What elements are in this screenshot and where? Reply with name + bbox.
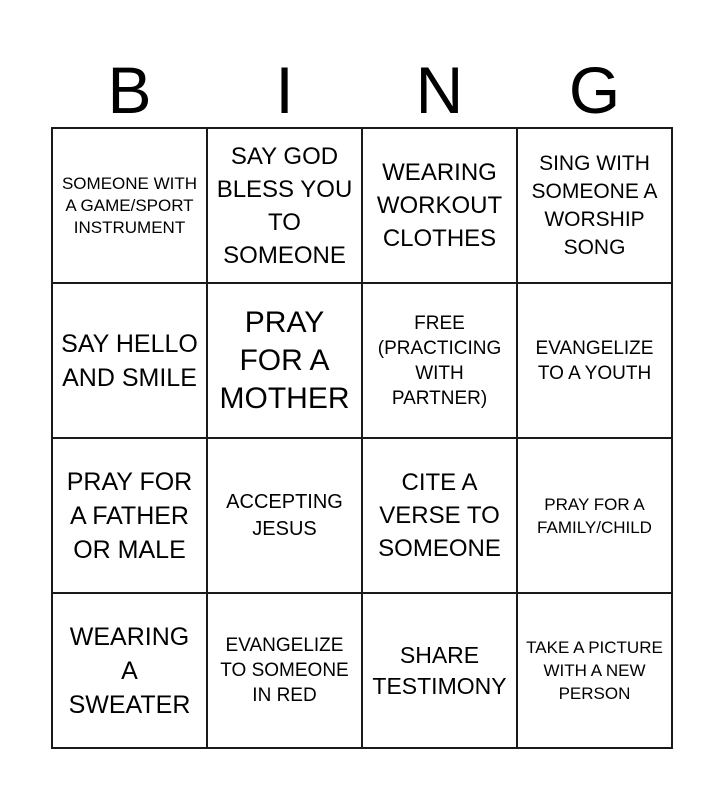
bingo-cell[interactable] xyxy=(362,438,517,593)
header-letter-n: N xyxy=(415,53,464,127)
bingo-cell[interactable] xyxy=(52,283,207,438)
cell-text: WEARING A SWEATER xyxy=(68,622,191,719)
bingo-cell[interactable] xyxy=(517,128,672,283)
cell-text: WEARING WORKOUT CLOTHES xyxy=(376,159,503,252)
bingo-cell[interactable] xyxy=(52,438,207,593)
cell-text: EVANGELIZE TO SOMEONE IN RED xyxy=(220,635,349,706)
bingo-cell[interactable] xyxy=(517,283,672,438)
cell-text: CITE A VERSE TO SOMEONE xyxy=(378,469,501,562)
bingo-cell[interactable] xyxy=(52,128,207,283)
cell-text: PRAY FOR A FATHER OR MALE xyxy=(66,467,193,564)
bingo-grid xyxy=(51,127,673,749)
cell-text: EVANGELIZE TO A YOUTH xyxy=(535,337,654,384)
bingo-cell[interactable] xyxy=(517,438,672,593)
cell-text: SHARE TESTIMONY xyxy=(372,641,507,699)
bingo-cell[interactable] xyxy=(517,593,672,748)
bingo-cell[interactable] xyxy=(207,128,362,283)
bingo-cell[interactable] xyxy=(52,593,207,748)
header-letter-i: I xyxy=(275,53,294,127)
bingo-header xyxy=(52,52,672,128)
bingo-cell[interactable] xyxy=(207,283,362,438)
bingo-cell[interactable] xyxy=(362,283,517,438)
cell-text: ACCEPTING JESUS xyxy=(226,490,343,540)
cell-text: SING WITH SOMEONE A WORSHIP SONG xyxy=(531,151,658,259)
grid-row xyxy=(52,438,672,593)
header-letter-g: G xyxy=(568,53,621,127)
cell-text: SAY HELLO AND SMILE xyxy=(61,329,198,392)
cell-text: SAY GOD BLESS YOU TO SOMEONE xyxy=(216,142,353,269)
bingo-cell[interactable] xyxy=(207,438,362,593)
grid-row xyxy=(52,128,672,283)
cell-text: PRAY FOR A FAMILY/CHILD xyxy=(537,494,652,537)
cell-text: FREE (PRACTICING WITH PARTNER) xyxy=(377,312,502,409)
bingo-cell[interactable] xyxy=(362,128,517,283)
bingo-cell[interactable] xyxy=(362,593,517,748)
grid-row xyxy=(52,593,672,748)
cell-text: SOMEONE WITH A GAME/SPORT INSTRUMENT xyxy=(61,173,198,237)
bingo-cell[interactable] xyxy=(207,593,362,748)
header-letter-b: B xyxy=(107,53,152,127)
cell-text: PRAY FOR A MOTHER xyxy=(219,305,350,415)
cell-text: TAKE A PICTURE WITH A NEW PERSON xyxy=(526,638,663,703)
grid-row xyxy=(52,283,672,438)
